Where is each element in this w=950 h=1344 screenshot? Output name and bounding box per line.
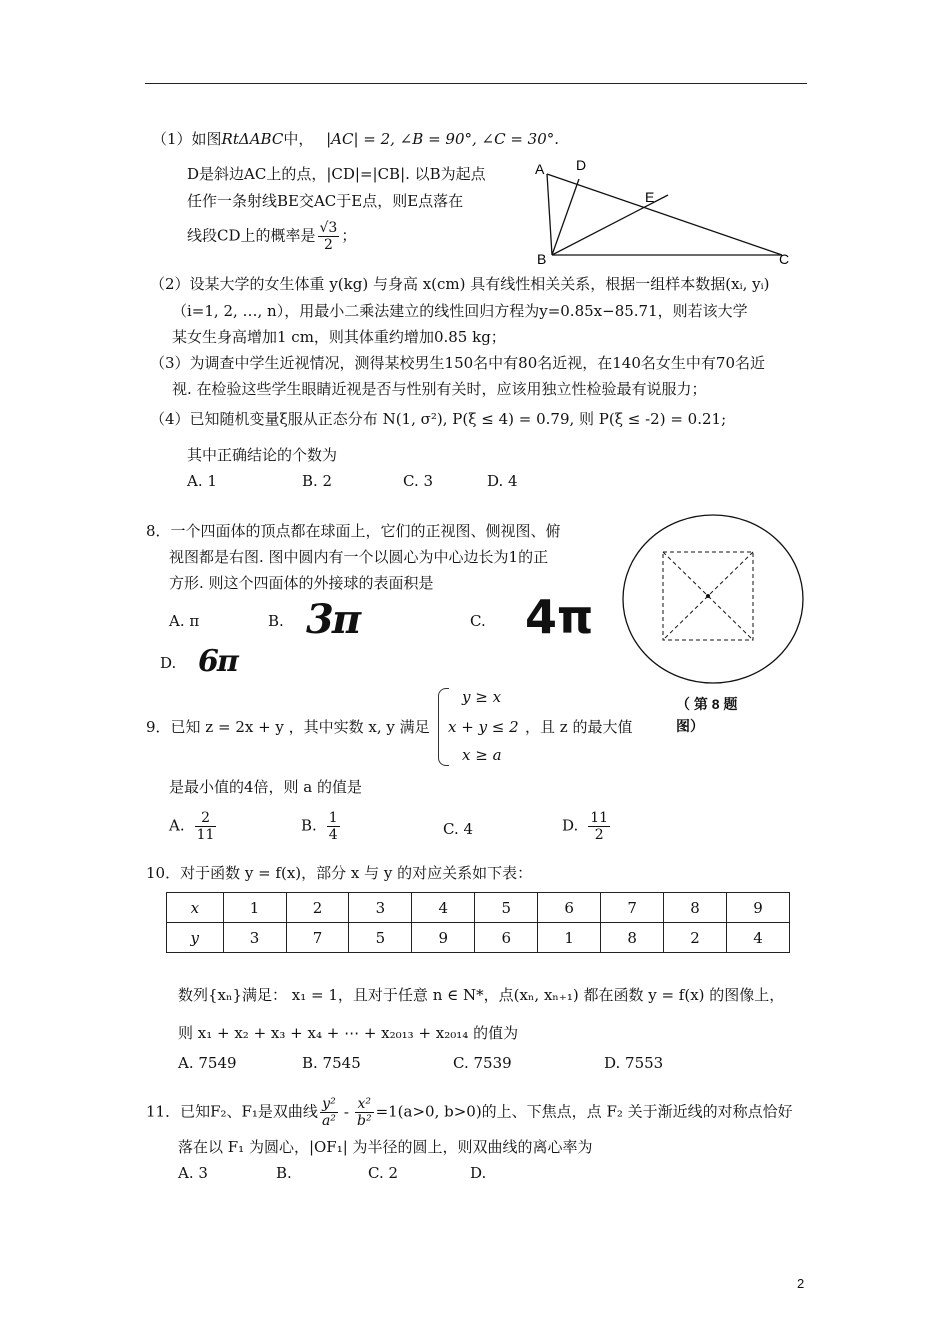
- conclusion-text: 其中正确结论的个数为: [187, 446, 338, 464]
- q8-line1: 8．一个四面体的顶点都在球面上，它们的正视图、侧视图、俯: [146, 522, 561, 540]
- q8-line2: 视图都是右图. 图中圆内有一个以圆心为中心边长为1的正: [169, 548, 549, 566]
- item4-line1: （4）已知随机变量ξ服从正态分布 N(1, σ²), P(ξ ≤ 4) = 0.79, 则 P(ξ ≤ -2) = 0.21;: [150, 410, 727, 428]
- label-b: B: [537, 251, 547, 265]
- table-header-y: y: [167, 923, 224, 953]
- figure8-caption-line2: 图）: [676, 718, 704, 734]
- q11-option-c: C. 2: [368, 1164, 399, 1182]
- q10-line2: 数列{xₙ}满足： x₁ = 1，且对于任意 n ∈ N*，点(xₙ, xₙ₊₁) 都在函数 y = f(x) 的图像上，: [178, 986, 785, 1004]
- item2-line3: 某女生身高增加1 cm，则其体重约增加0.85 kg；: [172, 328, 506, 346]
- item2-line1: （2）设某大学的女生体重 y(kg) 与身高 x(cm) 具有线性相关关系，根据一组样本数据(xᵢ, yᵢ): [150, 275, 770, 293]
- xy-value-table: [166, 892, 790, 953]
- q7-option-c: C. 3: [403, 472, 434, 490]
- q11-option-d: D.: [470, 1164, 487, 1182]
- q10-option-a: A. 7549: [178, 1054, 237, 1072]
- q9-option-b: B. $\frac{1}{4}$: [301, 810, 338, 844]
- q9-prefix: 9．已知 z = 2x + y ，其中实数 x, y 满足: [146, 718, 430, 736]
- constraint-1: y ≥ x: [462, 688, 502, 706]
- item1-line4: 线段CD上的概率是 $\frac{√3}{2}$ ；: [187, 220, 357, 254]
- label-c: C: [779, 251, 790, 265]
- q10-line3: 则 x₁ + x₂ + x₃ + x₄ + ⋯ + x₂₀₁₃ + x₂₀₁₄ 的值为: [178, 1024, 519, 1042]
- q7-option-a: A. 1: [187, 472, 217, 490]
- page-number: 2: [797, 1276, 805, 1291]
- item1-line2: D是斜边AC上的点，|CD|=|CB|. 以B为起点: [187, 165, 486, 183]
- q7-option-d: D. 4: [487, 472, 518, 490]
- q11-line2: 落在以 F₁ 为圆心，|OF₁| 为半径的圆上，则双曲线的离心率为: [178, 1138, 593, 1156]
- q9-line2: 是最小值的4倍，则 a 的值是: [169, 778, 363, 796]
- q11-option-b: B.: [276, 1164, 292, 1182]
- q8-option-c-clip: [525, 592, 620, 642]
- label-a: A: [535, 161, 545, 177]
- triangle-figure: [530, 155, 805, 265]
- q8-option-c-label: C.: [470, 612, 486, 630]
- table-row-y: y 3 7 5 9 6 1 8 2 4: [167, 923, 790, 953]
- q9-option-d: D. $\frac{11}{2}$: [562, 810, 609, 844]
- sqrt3-over-2-fraction: $\frac{√3}{2}$: [319, 220, 338, 254]
- q10-line1: 10．对于函数 y = f(x)，部分 x 与 y 的对应关系如下表：: [146, 864, 533, 882]
- item3-line2: 视. 在检验这些学生眼睛近视是否与性别有关时，应该用独立性检验最有说服力；: [172, 380, 707, 398]
- q9-option-c: C. 4: [443, 820, 474, 838]
- q8-option-b-value: 3π: [306, 596, 360, 643]
- q9-suffix: ，且 z 的最大值: [525, 718, 633, 736]
- q11-option-a: A. 3: [178, 1164, 208, 1182]
- q8-option-d-value: 6π: [198, 644, 237, 679]
- q10-option-c: C. 7539: [453, 1054, 512, 1072]
- constraint-2: x + y ≤ 2: [448, 718, 519, 736]
- item3-line1: （3）为调查中学生近视情况，测得某校男生150名中有80名近视，在140名女生中有70名近: [150, 354, 765, 372]
- q8-option-c-value: 4π: [525, 592, 594, 642]
- constraint-3: x ≥ a: [462, 746, 502, 764]
- q8-option-a: A. π: [169, 612, 200, 630]
- item2-line2: （i=1, 2, …, n），用最小二乘法建立的线性回归方程为y=0.85x−85.71，则若该大学: [172, 302, 748, 320]
- item1-line1: （1）如图RtΔABC中， |AC| = 2, ∠B = 90°, ∠C = 30°.: [152, 130, 560, 148]
- q7-option-b: B. 2: [302, 472, 333, 490]
- label-d: D: [576, 157, 587, 173]
- header-rule: [145, 83, 807, 84]
- figure8-caption-line1: （ 第 8 题: [676, 696, 738, 712]
- q9-option-a: A. $\frac{2}{11}$: [169, 810, 215, 844]
- q10-option-d: D. 7553: [604, 1054, 664, 1072]
- q11-line1: 11．已知F₂、F₁是双曲线 $\frac{\text{y²}}{\text{a²}}$ - $\frac{\text{x²}}{\text{b²}}$ =1(a>0, b>0)的上、下焦点，点 F₂ 关于渐近线的对称点恰好: [146, 1096, 793, 1130]
- table-row-x: x 1 2 3 4 5 6 7 8 9: [167, 893, 790, 923]
- q8-line3: 方形. 则这个四面体的外接球的表面积是: [169, 574, 434, 592]
- table-header-x: x: [167, 893, 224, 923]
- label-e: E: [645, 189, 655, 205]
- q8-option-b-label: B.: [268, 612, 284, 630]
- q8-option-d-label: D.: [160, 654, 177, 672]
- circle-square-figure: [620, 512, 806, 686]
- q10-option-b: B. 7545: [302, 1054, 361, 1072]
- item1-line3: 任作一条射线BE交AC于E点，则E点落在: [187, 192, 464, 210]
